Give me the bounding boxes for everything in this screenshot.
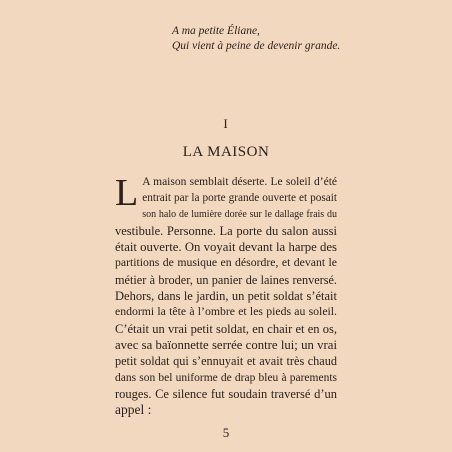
chapter-title: LA MAISON xyxy=(182,144,270,160)
text-line: rouges. Ce silence fut soudain traversé d’un xyxy=(115,386,337,401)
page-number: 5 xyxy=(222,425,230,440)
text-line: avec sa baïonnette serrée contre lui; un vrai xyxy=(115,337,337,352)
text-line: C’était un vrai petit soldat, en chair et en os, xyxy=(115,321,337,336)
text-line: Dehors, dans le jardin, un petit soldat s’était xyxy=(115,289,337,304)
text-line: petit soldat qui s’ennuyait et avait très chaud xyxy=(115,354,337,369)
text-line: dans son bel uniforme de drap bleu à parements xyxy=(115,371,337,384)
dedication xyxy=(172,24,340,54)
text-line: vestibule. Personne. La porte du salon aussi xyxy=(115,223,337,238)
text-line: partitions de musique en désordre, et devant le xyxy=(115,256,337,270)
body-text xyxy=(115,174,337,418)
text-line: métier à broder, un panier de laines renversé. xyxy=(115,272,337,287)
dedication-line-1: A ma petite Éliane, xyxy=(172,25,260,37)
text-line: appel : xyxy=(115,402,152,418)
text-line: était ouverte. On voyait devant la harpe des xyxy=(115,240,337,255)
chapter-number: I xyxy=(223,116,229,131)
dedication-line-2: Qui vient à peine de devenir grande. xyxy=(172,40,341,52)
text-line: entrait par la porte grande ouverte et posait xyxy=(142,192,337,205)
text-line: son halo de lumière dorée sur le dallage frais du xyxy=(142,208,337,220)
text-line: endormi la tête à l’ombre et les pieds au soleil. xyxy=(115,305,337,319)
text-line: A maison semblait déserte. Le soleil d’été xyxy=(142,176,337,188)
drop-cap: L xyxy=(115,172,139,214)
